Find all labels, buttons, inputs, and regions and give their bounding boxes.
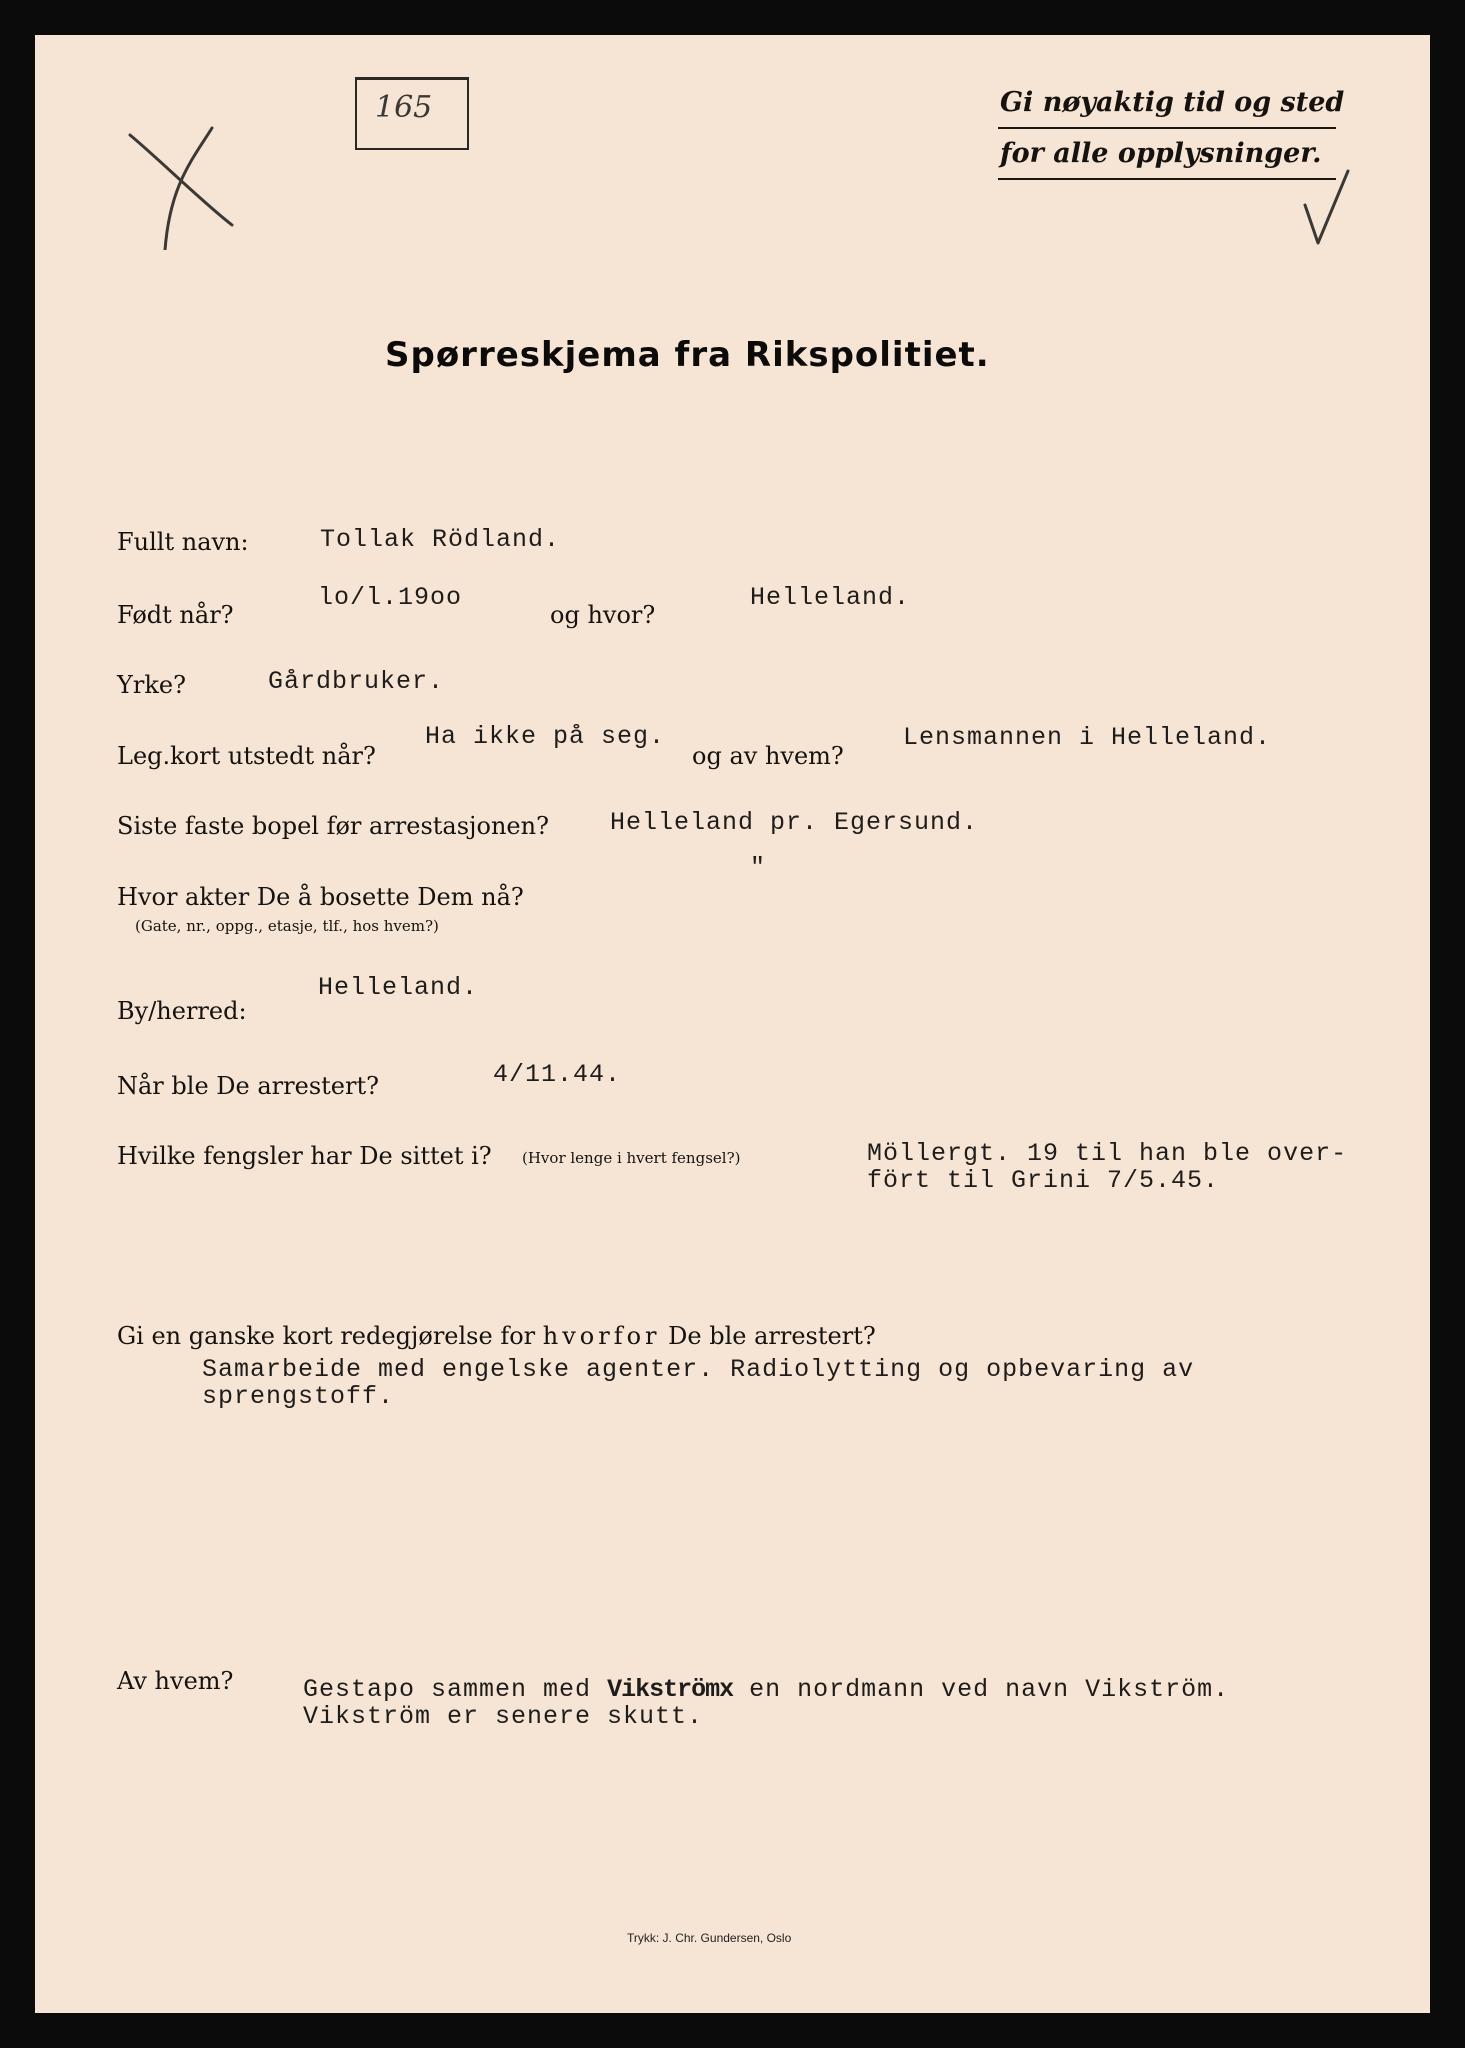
value-born-when: lo/l.19oo <box>318 583 463 612</box>
label-reason-emph: hvorfor <box>542 1322 661 1350</box>
value-arrested-by-post: en nordmann ved navn Vikström. <box>749 1675 1230 1704</box>
value-born-where: Helleland. <box>750 583 911 612</box>
label-reason-post: De ble arrestert? <box>668 1322 876 1350</box>
value-prisons-line-2: fört til Grini 7/5.45. <box>867 1166 1220 1195</box>
printer-imprint: Trykk: J. Chr. Gundersen, Oslo <box>627 1931 792 1945</box>
value-reason-line-1: Samarbeide med engelske agenter. Radiolytting og opbevaring av <box>202 1355 1195 1384</box>
sublabel-prisons: (Hvor lenge i hvert fengsel?) <box>522 1149 741 1167</box>
label-id-card-when: Leg.kort utstedt når? <box>117 742 376 770</box>
value-last-residence: Helleland pr. Egersund. <box>610 808 979 837</box>
value-settle-ditto: " <box>750 853 767 882</box>
value-arrested-by-line-2: Vikström er senere skutt. <box>303 1702 704 1731</box>
value-reason-line-2: sprengstoff. <box>202 1382 395 1411</box>
value-arrested-by-line-1 <box>303 1675 1229 1704</box>
value-arrested-by-struck: Vikströmx <box>607 1675 734 1704</box>
label-reason-pre: Gi en ganske kort redegjørelse for <box>117 1322 536 1350</box>
form-title: Spørreskjema fra Rikspolitiet. <box>385 335 990 375</box>
label-last-residence: Siste faste bopel før arrestasjonen? <box>117 812 549 840</box>
label-municipality: By/herred: <box>117 997 247 1025</box>
label-born-when: Født når? <box>117 601 234 629</box>
label-occupation: Yrke? <box>117 671 186 699</box>
label-born-where: og hvor? <box>550 601 656 629</box>
page-number-box <box>355 77 469 150</box>
label-settle-where: Hvor akter De å bosette Dem nå? <box>117 883 524 911</box>
value-arrested-when: 4/11.44. <box>493 1060 622 1089</box>
checkmark-icon <box>1300 165 1360 255</box>
page-number: 165 <box>375 90 433 125</box>
label-prisons: Hvilke fengsler har De sittet i? <box>117 1142 492 1170</box>
value-full-name: Tollak Rödland. <box>320 525 561 554</box>
label-reason <box>117 1322 876 1350</box>
label-id-card-by: og av hvem? <box>692 742 844 770</box>
notice-line-2: for alle opplysninger. <box>1000 138 1322 169</box>
form-page <box>35 35 1430 2013</box>
sublabel-settle-where: (Gate, nr., oppg., etasje, tlf., hos hvem?) <box>135 917 439 935</box>
value-occupation: Gårdbruker. <box>268 667 445 696</box>
notice-line-1: Gi nøyaktig tid og sted <box>1000 87 1345 118</box>
label-arrested-when: Når ble De arrestert? <box>117 1072 379 1100</box>
label-full-name: Fullt navn: <box>117 528 249 556</box>
value-arrested-by-pre: Gestapo sammen med <box>303 1675 592 1704</box>
value-prisons-line-1: Möllergt. 19 til han ble over- <box>867 1139 1348 1168</box>
value-id-card-by: Lensmannen i Helleland. <box>903 723 1272 752</box>
notice-rule-1 <box>998 127 1336 129</box>
handwritten-x-mark <box>120 90 240 250</box>
value-id-card-when: Ha ikke på seg. <box>425 722 666 751</box>
value-municipality: Helleland. <box>318 973 479 1002</box>
label-arrested-by: Av hvem? <box>117 1667 234 1695</box>
notice-rule-2 <box>998 178 1336 180</box>
